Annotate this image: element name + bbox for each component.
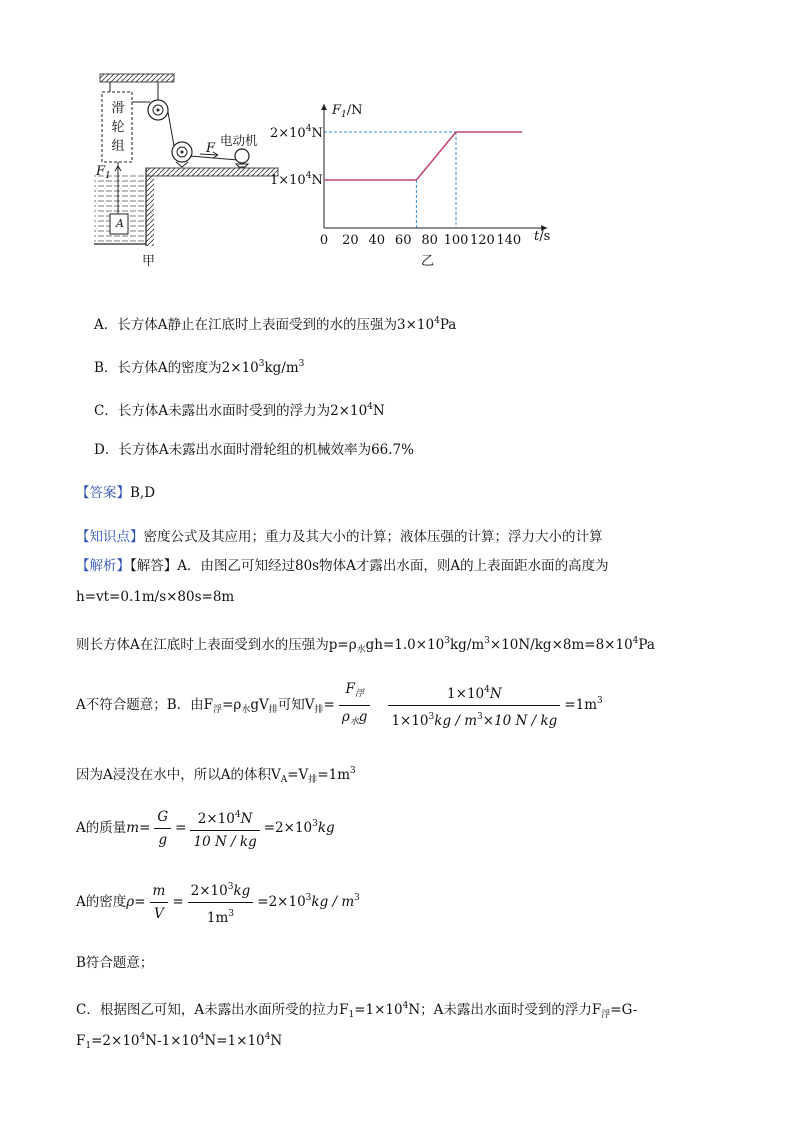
l9d: =G- bbox=[610, 1002, 638, 1018]
l7-frac-1 bbox=[150, 882, 169, 923]
l7-result: =2×10 bbox=[257, 894, 306, 910]
l9b: =1×10 bbox=[354, 1002, 403, 1018]
l7-frac-2 bbox=[188, 878, 254, 927]
analysis-line-8: B符合题意； bbox=[76, 955, 154, 971]
l4-f1-num: F bbox=[345, 681, 355, 697]
y-tick-2-text: 2×10 bbox=[270, 126, 306, 141]
l10b: =2×10 bbox=[91, 1033, 140, 1049]
l3-sub: 水 bbox=[356, 645, 366, 655]
l10-e3: 4 bbox=[264, 1032, 271, 1042]
option-b-tail-exp: 3 bbox=[298, 359, 305, 369]
l4-f2-num-exp: 4 bbox=[484, 685, 490, 695]
l4-s1: 浮 bbox=[213, 705, 223, 715]
chart-y-tick-1 bbox=[270, 171, 323, 188]
l6-result: =2×10 bbox=[263, 820, 313, 836]
l3-e1: 3 bbox=[444, 636, 450, 646]
l4-result-exp: 3 bbox=[597, 696, 603, 706]
l4-result: =1m bbox=[564, 697, 598, 713]
l7a: A的密度 bbox=[76, 894, 127, 910]
l6-f2-num-unit: N bbox=[240, 811, 253, 827]
analysis-line-2: h=vt=0.1m/s×80s=8m bbox=[76, 589, 235, 605]
l4-frac-2 bbox=[388, 681, 560, 730]
l7-f2-den: 1m bbox=[206, 910, 229, 926]
answer-line bbox=[76, 483, 155, 503]
chart-x-unit: /s bbox=[539, 229, 551, 244]
analysis-line-1 bbox=[76, 556, 609, 576]
l5a: 因为A浸没在水中，所以A的体积V bbox=[76, 767, 281, 783]
analysis-line-9 bbox=[76, 996, 637, 1025]
chart-y-label-sub: 1 bbox=[341, 110, 347, 120]
answer-tag: 【答案】 bbox=[76, 485, 130, 501]
l4-f1-den: ρ bbox=[341, 709, 350, 725]
l3a: 则长方体A在江底时上表面受到水的压强为p=ρ bbox=[76, 637, 357, 653]
l4-f1-num-sub: 浮 bbox=[354, 689, 364, 699]
l3c: kg/m bbox=[450, 637, 485, 653]
chart-y-tick-2 bbox=[270, 124, 323, 141]
l6-f2-den: 10 N / kg bbox=[193, 834, 257, 850]
option-b-exp: 3 bbox=[258, 359, 265, 369]
l4-f2-den-unit: kg / m bbox=[434, 713, 478, 729]
x-tick-label: 120 bbox=[469, 233, 495, 246]
knowledge-value: 密度公式及其应用；重力及其大小的计算；液体压强的计算；浮力大小的计算 bbox=[143, 529, 603, 545]
force-f1-sub: 1 bbox=[105, 171, 111, 181]
option-c bbox=[94, 397, 385, 421]
figure-jia bbox=[90, 68, 280, 268]
l4-f2-den-exp2: 3 bbox=[477, 712, 483, 722]
figure-jia-caption: 甲 bbox=[142, 254, 156, 269]
option-b-text: B．长方体A的密度为2×10 bbox=[94, 360, 259, 376]
l7-rho: ρ bbox=[126, 894, 135, 910]
l5c: =1m bbox=[317, 767, 351, 783]
l3e: Pa bbox=[638, 637, 655, 653]
answer-value: B,D bbox=[130, 485, 156, 501]
analysis-line-5 bbox=[76, 761, 356, 790]
l7-f2-num-exp: 3 bbox=[227, 882, 234, 892]
l10-s1: 1 bbox=[85, 1041, 92, 1051]
l4a: A不符合题意；B．由F bbox=[76, 697, 214, 713]
l4-f1-den-sub: 水 bbox=[349, 717, 359, 727]
l6a: A的质量 bbox=[76, 820, 127, 836]
l3-e2: 3 bbox=[484, 636, 490, 646]
force-f1-text: F bbox=[96, 164, 106, 179]
l5-e: 3 bbox=[350, 766, 356, 776]
l10-e2: 4 bbox=[198, 1032, 205, 1042]
chart-y-label bbox=[332, 103, 363, 120]
option-b bbox=[94, 354, 304, 378]
l10-e1: 4 bbox=[139, 1032, 146, 1042]
y-axis-arrow bbox=[321, 104, 327, 110]
l4-f2-num-unit: N bbox=[489, 686, 502, 702]
y-tick-1-exp: 4 bbox=[305, 171, 312, 181]
l7-f2-num-unit: kg bbox=[233, 883, 251, 899]
l6-frac-2 bbox=[190, 806, 259, 851]
option-a-text: A．长方体A静止在江底时上表面受到的水的压强为3×10 bbox=[94, 317, 435, 333]
l7-result-exp2: 3 bbox=[354, 893, 360, 903]
figure-yi-caption: 乙 bbox=[421, 254, 435, 269]
l3d: ×10N/kg×8m=8×10 bbox=[489, 637, 633, 653]
l9-s1: 1 bbox=[348, 1010, 355, 1020]
l9c: N；A未露出水面时受到的浮力F bbox=[408, 1002, 602, 1018]
l4-s2: 水 bbox=[241, 705, 251, 715]
l10c: N-1×10 bbox=[145, 1033, 199, 1049]
knowledge-tag: 【知识点】 bbox=[76, 529, 144, 545]
series-f1-line bbox=[324, 132, 522, 180]
l6-m: m bbox=[126, 820, 140, 836]
l4b: =ρ bbox=[222, 697, 242, 713]
l10a: F bbox=[76, 1033, 86, 1049]
option-d bbox=[94, 440, 414, 460]
l4-s3: 排 bbox=[268, 705, 278, 715]
l6-result-exp: 3 bbox=[312, 819, 318, 829]
l9-s2: 浮 bbox=[601, 1010, 611, 1020]
l4d: 可知V bbox=[277, 697, 315, 713]
l3b: gh=1.0×10 bbox=[365, 637, 445, 653]
l3-e3: 4 bbox=[632, 636, 639, 646]
option-d-text: D．长方体A未露出水面时滑轮组的机械效率为66.7% bbox=[94, 442, 414, 458]
option-c-text: C．长方体A未露出水面时受到的浮力为2×10 bbox=[94, 403, 368, 419]
l7-result-exp: 3 bbox=[305, 893, 312, 903]
l4c: gV bbox=[250, 697, 269, 713]
y-tick-1-text: 1×10 bbox=[270, 173, 306, 188]
l9-e1: 4 bbox=[402, 1001, 409, 1011]
l6-f2-num-exp: 4 bbox=[234, 810, 241, 820]
l4-f1-den2: g bbox=[358, 709, 368, 725]
analysis-line-1-text: 【解答】A．由图乙可知经过80s物体A才露出水面，则A的上表面距水面的高度为 bbox=[130, 558, 609, 574]
l4-f2-den-tail: ×10 N / kg bbox=[482, 713, 558, 729]
l4-f2-den: 1×10 bbox=[391, 713, 429, 729]
chart-y-label-text: F bbox=[332, 103, 342, 118]
motor bbox=[235, 149, 249, 163]
l10e: N bbox=[270, 1033, 283, 1049]
chart-x-label-text: t bbox=[534, 229, 540, 244]
analysis-line-3 bbox=[76, 631, 655, 660]
l9a: C．根据图乙可知，A未露出水面所受的拉力F bbox=[76, 1002, 349, 1018]
x-tick-label: 40 bbox=[368, 233, 386, 246]
l4-frac-1 bbox=[339, 680, 371, 731]
y-tick-2-unit: N bbox=[311, 126, 323, 141]
force-f1-label bbox=[96, 164, 111, 181]
force-f-label: F bbox=[206, 141, 216, 156]
l6-frac-1 bbox=[154, 808, 171, 849]
option-c-exp: 4 bbox=[367, 402, 373, 412]
l6-eq: = bbox=[139, 820, 151, 836]
l5-s1: A bbox=[280, 775, 288, 785]
l6-f2-num: 2×10 bbox=[197, 811, 235, 827]
y-tick-1-unit: N bbox=[311, 173, 323, 188]
l4e: = bbox=[323, 697, 335, 713]
l7-f1-den: V bbox=[154, 906, 164, 922]
l7-f2-num: 2×10 bbox=[190, 883, 228, 899]
l7-eq: = bbox=[134, 894, 146, 910]
option-c-tail: N bbox=[372, 403, 385, 419]
x-tick-label: 60 bbox=[394, 233, 412, 246]
analysis-line-7: A的密度ρ= $\frac{m}{V}$ = $\frac{2\times 10^3kg}{1m^3}$ $=2\times 10^3kg / m^3$ bbox=[76, 877, 360, 927]
l6-f1-num: G bbox=[154, 808, 171, 829]
l5-s2: 排 bbox=[308, 775, 318, 785]
l4-s4: 排 bbox=[314, 705, 324, 715]
chart-x-label bbox=[534, 229, 550, 244]
option-a-exp: 4 bbox=[434, 316, 440, 326]
analysis-line-10 bbox=[76, 1027, 282, 1056]
x-tick-label: 140 bbox=[496, 233, 522, 246]
analysis-line-4 bbox=[76, 680, 603, 731]
option-a bbox=[94, 311, 456, 335]
l6-f1-den: g bbox=[158, 832, 168, 848]
x-tick-label: 0 bbox=[319, 233, 329, 246]
l6-result-unit: kg bbox=[317, 820, 335, 836]
option-b-tail: kg/m bbox=[264, 360, 299, 376]
l10d: N=1×10 bbox=[204, 1033, 265, 1049]
chart-y-unit: /N bbox=[346, 103, 363, 118]
l7-f1-num: m bbox=[150, 882, 169, 903]
l4-f2-den-exp: 3 bbox=[428, 712, 435, 722]
x-tick-label: 100 bbox=[443, 233, 469, 246]
l5b: =V bbox=[287, 767, 309, 783]
pulley-group-label: 滑轮组 bbox=[111, 101, 125, 154]
y-tick-2-exp: 4 bbox=[305, 124, 312, 134]
analysis-tag: 【解析】 bbox=[76, 558, 130, 574]
l7-f2-den-exp: 3 bbox=[228, 909, 235, 919]
l4-f2-num: 1×10 bbox=[447, 686, 485, 702]
x-tick-label: 20 bbox=[342, 233, 359, 246]
l7-result-unit: kg / m bbox=[311, 894, 355, 910]
motor-label: 电动机 bbox=[220, 133, 258, 148]
option-a-tail: Pa bbox=[439, 317, 457, 333]
analysis-line-6: A的质量m= $\frac{G}{g}$ = $\frac{2\times 10^4N}{10 N / kg}$ $=2\times 10^3kg$ bbox=[76, 803, 335, 851]
block-a-label: A bbox=[116, 217, 124, 230]
knowledge-line bbox=[76, 527, 603, 547]
x-tick-label: 80 bbox=[421, 233, 438, 246]
